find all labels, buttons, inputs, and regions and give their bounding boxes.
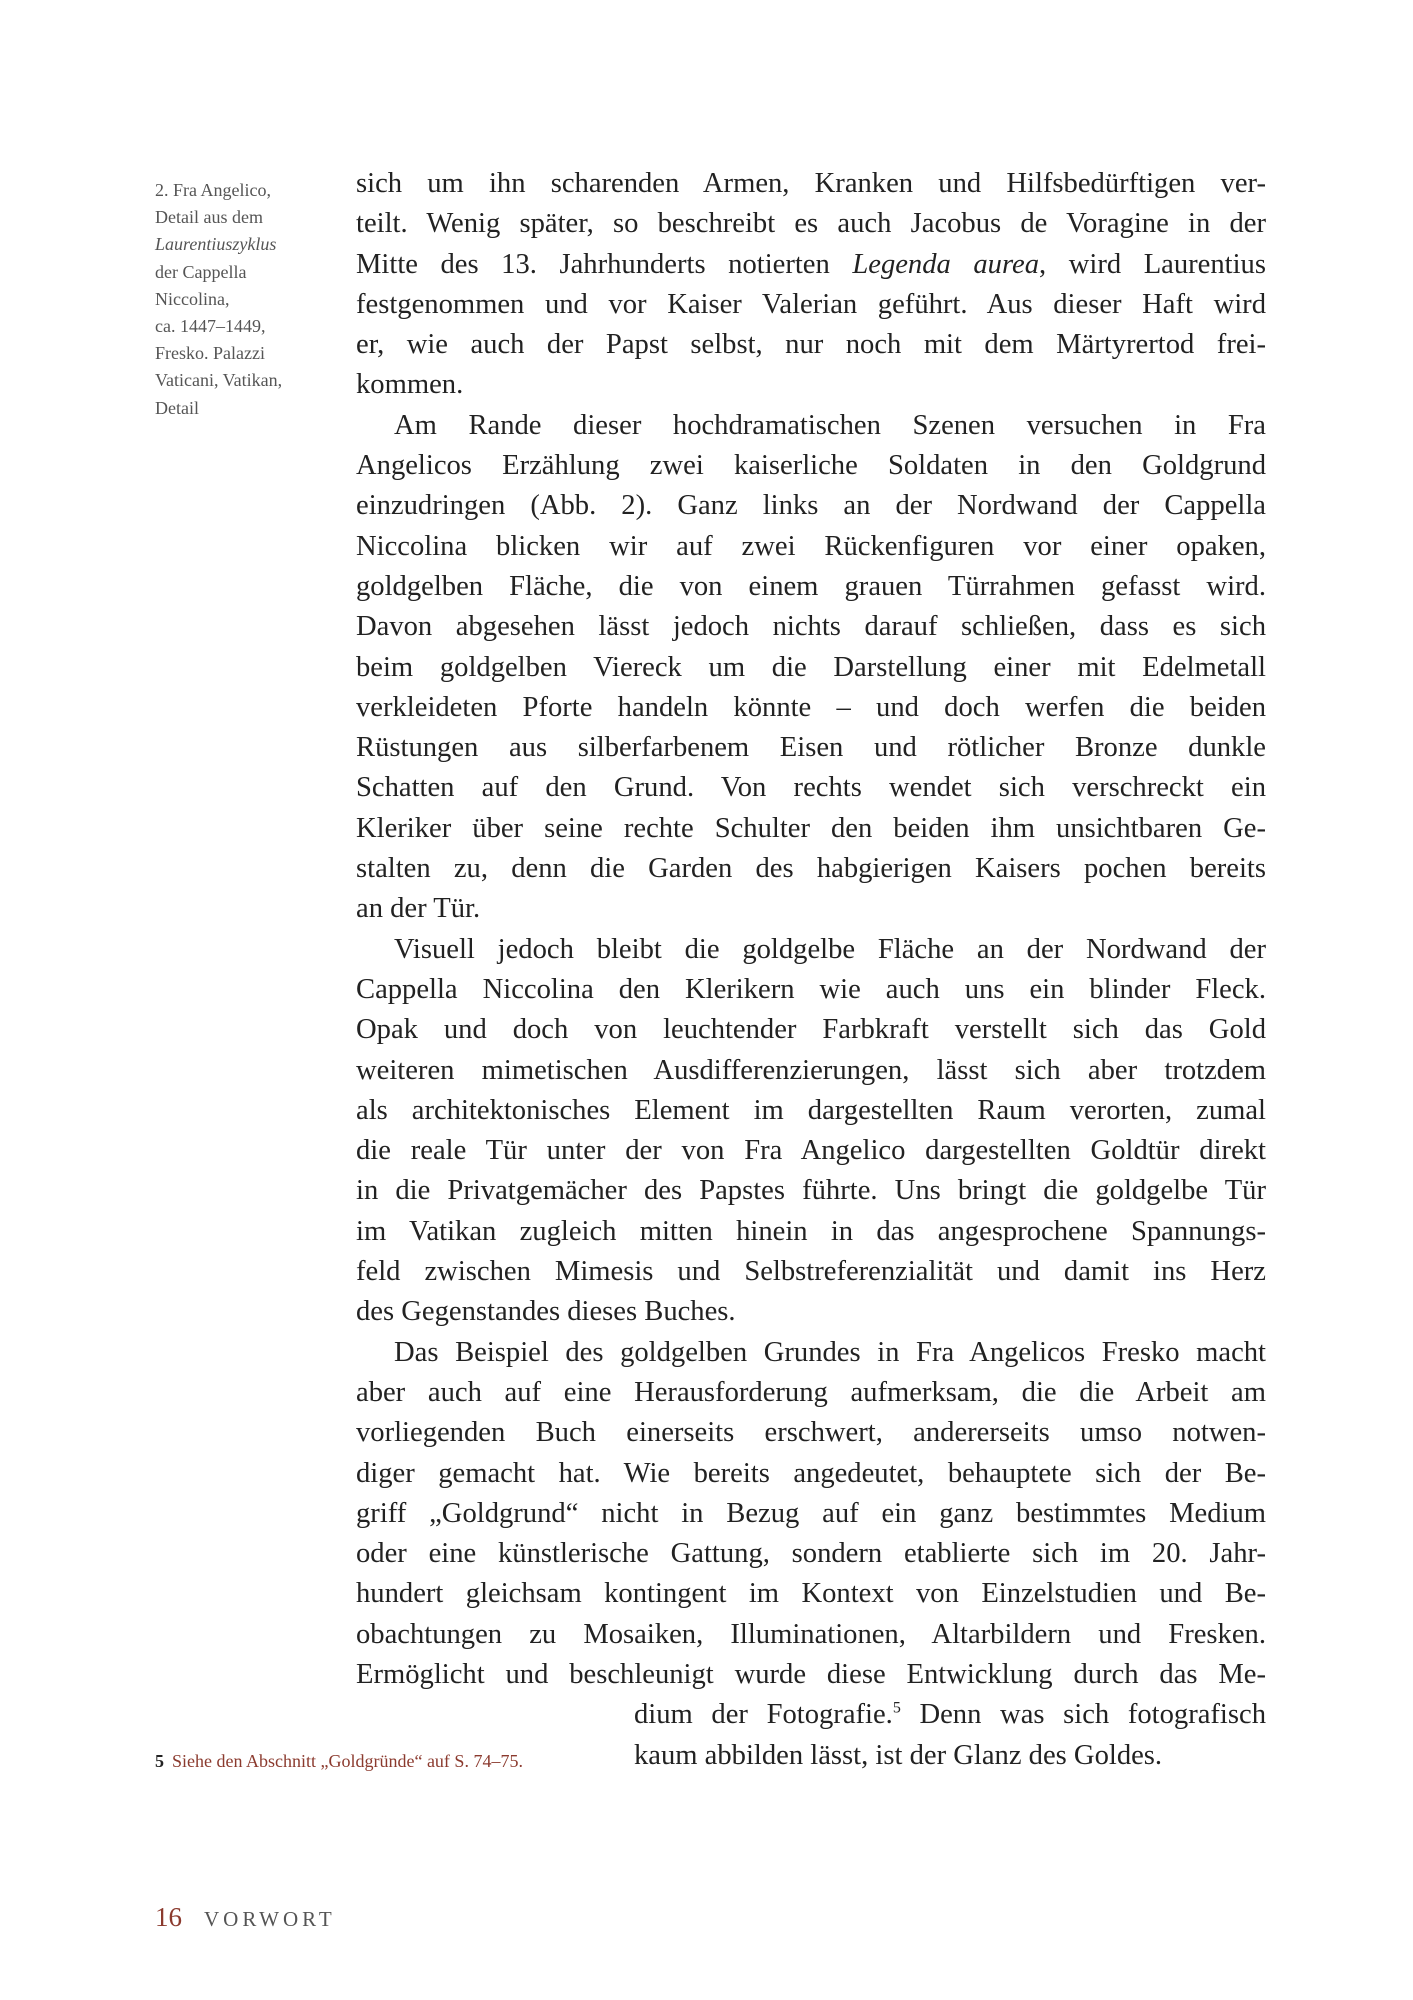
footnote-text: Siehe den Abschnitt „Goldgründe“ auf S. 74–75. bbox=[172, 1751, 523, 1771]
page-footer bbox=[155, 1902, 336, 1933]
text-line: hundert gleichsam kontingent im Kontext von Einzelstudien und Be- bbox=[356, 1578, 1266, 1610]
caption-line: 2. Fra Angelico, bbox=[155, 180, 271, 200]
text-line: Am Rande dieser hochdramatischen Szenen versuchen in Fra bbox=[394, 409, 1266, 441]
body-text bbox=[356, 164, 1266, 1776]
text-line: des Gegenstandes dieses Buches. bbox=[356, 1296, 736, 1328]
text-line: teilt. Wenig später, so beschreibt es auch Jacobus de Voragine in der bbox=[356, 208, 1266, 240]
text-line: Visuell jedoch bleibt die goldgelbe Fläche an der Nordwand der bbox=[394, 933, 1266, 965]
text-line: aber auch auf eine Herausforderung aufmerksam, die die Arbeit am bbox=[356, 1376, 1266, 1408]
text-line: oder eine künstlerische Gattung, sondern etablierte sich im 20. Jahr- bbox=[356, 1538, 1266, 1570]
text-line: Kleriker über seine rechte Schulter den beiden ihm unsichtbaren Ge- bbox=[356, 812, 1266, 844]
text-line: vorliegenden Buch einerseits erschwert, andererseits umso notwen- bbox=[356, 1417, 1266, 1449]
text-line: verkleideten Pforte handeln könnte – und doch werfen die beiden bbox=[356, 691, 1266, 723]
text-line: einzudringen (Abb. 2). Ganz links an der Nordwand der Cappella bbox=[356, 490, 1266, 522]
text-line: im Vatikan zugleich mitten hinein in das angesprochene Spannungs- bbox=[356, 1215, 1266, 1247]
text-line: goldgelben Fläche, die von einem grauen Türrahmen gefasst wird. bbox=[356, 570, 1266, 602]
caption-line: Niccolina, bbox=[155, 288, 230, 309]
text-line: diger gemacht hat. Wie bereits angedeutet, behauptete sich der Be- bbox=[356, 1457, 1266, 1489]
text-line: beim goldgelben Viereck um die Darstellung einer mit Edelmetall bbox=[356, 651, 1266, 683]
text-line: Schatten auf den Grund. Von rechts wendet sich verschreckt ein bbox=[356, 772, 1266, 804]
text-line: feld zwischen Mimesis und Selbstreferenzialität und damit ins Herz bbox=[356, 1256, 1266, 1288]
caption-line: der Cappella bbox=[155, 261, 247, 282]
text-line: Niccolina blicken wir auf zwei Rückenfiguren vor einer opaken, bbox=[356, 530, 1266, 562]
caption-title: Laurentiuszyklus bbox=[155, 234, 277, 255]
page-number: 16 bbox=[155, 1902, 182, 1932]
text-line: an der Tür. bbox=[356, 893, 481, 925]
footnote-number: 5 bbox=[155, 1751, 164, 1771]
text-line: Rüstungen aus silberfarbenem Eisen und rötlicher Bronze dunkle bbox=[356, 732, 1266, 764]
figure-caption bbox=[155, 177, 330, 422]
text-line: dium der Fotografie.$^5$ Denn was sich fotografisch bbox=[634, 1699, 1266, 1731]
caption-line: Fresko. Palazzi bbox=[155, 343, 265, 364]
text-line: Opak und doch von leuchtender Farbkraft verstellt sich das Gold bbox=[356, 1014, 1266, 1046]
text-line: kaum abbilden lässt, ist der Glanz des Goldes. bbox=[634, 1739, 1163, 1771]
text-line: Ermöglicht und beschleunigt wurde diese Entwicklung durch das Me- bbox=[356, 1658, 1266, 1690]
text-line: griff „Goldgrund“ nicht in Bezug auf ein ganz bestimmtes Medium bbox=[356, 1497, 1266, 1529]
text-line: Das Beispiel des goldgelben Grundes in Fra Angelicos Fresko macht bbox=[394, 1336, 1266, 1368]
text-line: Cappella Niccolina den Klerikern wie auch uns ein blinder Fleck. bbox=[356, 973, 1266, 1005]
text-line: Mitte des 13. Jahrhunderts notierten Legenda aurea, wird Laurentius bbox=[356, 248, 1266, 280]
work-title: Legenda aurea bbox=[852, 248, 1040, 280]
text-line: Angelicos Erzählung zwei kaiserliche Soldaten in den Goldgrund bbox=[356, 450, 1266, 482]
footnote-reference[interactable]: 5 bbox=[892, 1699, 901, 1717]
text-line: kommen. bbox=[356, 369, 464, 401]
caption-line: Vaticani, Vatikan, bbox=[155, 370, 283, 391]
text-line: in die Privatgemächer des Papstes führte. Uns bringt die goldgelbe Tür bbox=[356, 1175, 1266, 1207]
text-line: er, wie auch der Papst selbst, nur noch mit dem Märtyrertod frei- bbox=[356, 329, 1266, 361]
caption-line: ca. 1447–1449, bbox=[155, 316, 266, 337]
text-line: die reale Tür unter der von Fra Angelico dargestellten Goldtür direkt bbox=[356, 1135, 1266, 1167]
running-head: VORWORT bbox=[204, 1907, 336, 1931]
caption-line bbox=[155, 231, 330, 258]
text-line: obachtungen zu Mosaiken, Illuminationen, Altarbildern und Fresken. bbox=[356, 1618, 1266, 1650]
text-line: als architektonisches Element im dargestellten Raum verorten, zumal bbox=[356, 1094, 1266, 1126]
caption-line: Detail bbox=[155, 397, 199, 418]
footnote bbox=[155, 1748, 523, 1774]
caption-line: Detail aus dem bbox=[155, 207, 263, 228]
text-line: Davon abgesehen lässt jedoch nichts darauf schließen, dass es sich bbox=[356, 611, 1266, 643]
text-line: festgenommen und vor Kaiser Valerian geführt. Aus dieser Haft wird bbox=[356, 288, 1266, 320]
text-line: stalten zu, denn die Garden des habgierigen Kaisers pochen bereits bbox=[356, 853, 1266, 885]
text-line: sich um ihn scharenden Armen, Kranken und Hilfsbedürftigen ver- bbox=[356, 168, 1266, 199]
text-line: weiteren mimetischen Ausdifferenzierungen, lässt sich aber trotzdem bbox=[356, 1054, 1266, 1086]
